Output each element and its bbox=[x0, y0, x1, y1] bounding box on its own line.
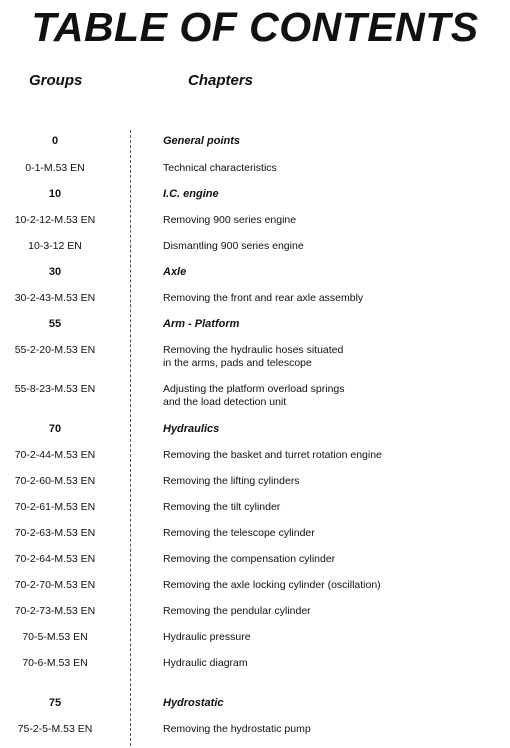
document-code: 55-2-20-M.53 EN bbox=[14, 344, 96, 356]
chapter-title-line: Removing the compensation cylinder bbox=[163, 553, 336, 565]
page-title: TABLE OF CONTENTS bbox=[31, 4, 479, 50]
document-code: 70-2-44-M.53 EN bbox=[14, 449, 96, 461]
chapter-title bbox=[163, 475, 503, 488]
chapter-title bbox=[163, 579, 503, 592]
chapter-title-line: Dismantling 900 series engine bbox=[163, 240, 304, 252]
chapter-title-line: Removing the basket and turret rotation engine bbox=[163, 449, 382, 461]
chapter-title-line: Removing the hydraulic hoses situated bbox=[163, 344, 344, 356]
group-number: 10 bbox=[48, 188, 62, 200]
chapter-title bbox=[163, 344, 503, 370]
chapter-title-line: I.C. engine bbox=[163, 188, 219, 200]
chapter-title-line: and the load detection unit bbox=[163, 396, 287, 408]
chapter-title-line: Hydraulic diagram bbox=[163, 657, 248, 669]
group-number: 55 bbox=[48, 318, 62, 330]
chapter-title-line: in the arms, pads and telescope bbox=[163, 357, 312, 369]
chapter-title-line: Removing the axle locking cylinder (oscillation) bbox=[163, 579, 381, 591]
chapter-title bbox=[163, 527, 503, 540]
groups-column-header: Groups bbox=[29, 72, 83, 89]
chapter-title-line: Removing the telescope cylinder bbox=[163, 527, 315, 539]
document-code: 70-2-63-M.53 EN bbox=[14, 527, 96, 539]
chapter-title bbox=[163, 449, 503, 462]
document-code: 70-2-73-M.53 EN bbox=[14, 605, 96, 617]
document-code: 70-2-60-M.53 EN bbox=[14, 475, 96, 487]
document-code: 70-6-M.53 EN bbox=[22, 657, 88, 669]
group-title bbox=[163, 188, 503, 201]
chapter-title bbox=[163, 605, 503, 618]
chapter-title-line: Adjusting the platform overload springs bbox=[163, 383, 345, 395]
chapter-title bbox=[163, 501, 503, 514]
chapter-title-line: Removing the lifting cylinders bbox=[163, 475, 300, 487]
document-code: 75-2-5-M.53 EN bbox=[17, 723, 93, 735]
chapter-title-line: Removing the hydrostatic pump bbox=[163, 723, 311, 735]
chapter-title-line: General points bbox=[163, 135, 241, 147]
chapter-title-line: Removing the pendular cylinder bbox=[163, 605, 311, 617]
document-code: 70-2-70-M.53 EN bbox=[14, 579, 96, 591]
document-code: 70-2-64-M.53 EN bbox=[14, 553, 96, 565]
group-title bbox=[163, 318, 503, 331]
document-code: 70-5-M.53 EN bbox=[22, 631, 88, 643]
chapter-title-line: Removing 900 series engine bbox=[163, 214, 297, 226]
document-code: 10-3-12 EN bbox=[28, 240, 82, 252]
group-number: 30 bbox=[48, 266, 62, 278]
document-code: 0-1-M.53 EN bbox=[25, 162, 85, 174]
chapter-title-line: Arm - Platform bbox=[163, 318, 240, 330]
document-code: 30-2-43-M.53 EN bbox=[14, 292, 96, 304]
chapter-title-line: Axle bbox=[163, 266, 187, 278]
document-code: 70-2-61-M.53 EN bbox=[14, 501, 96, 513]
group-number: 75 bbox=[48, 697, 62, 709]
chapter-title bbox=[163, 657, 503, 670]
chapters-column-header: Chapters bbox=[188, 72, 254, 89]
chapter-title bbox=[163, 162, 503, 175]
group-title bbox=[163, 697, 503, 710]
chapter-title bbox=[163, 631, 503, 644]
chapter-title-line: Technical characteristics bbox=[163, 162, 277, 174]
chapter-title bbox=[163, 723, 503, 736]
group-title bbox=[163, 135, 503, 148]
chapter-title-line: Hydrostatic bbox=[163, 697, 224, 709]
document-code: 55-8-23-M.53 EN bbox=[14, 383, 96, 395]
chapter-title-line: Hydraulic pressure bbox=[163, 631, 251, 643]
chapter-title bbox=[163, 383, 503, 409]
group-number: 0 bbox=[51, 135, 59, 147]
group-title bbox=[163, 266, 503, 279]
chapter-title-line: Removing the front and rear axle assembly bbox=[163, 292, 364, 304]
chapter-title bbox=[163, 214, 503, 227]
column-divider bbox=[130, 130, 131, 746]
chapter-title-line: Hydraulics bbox=[163, 423, 220, 435]
chapter-title bbox=[163, 292, 503, 305]
chapter-title-line: Removing the tilt cylinder bbox=[163, 501, 281, 513]
chapter-title bbox=[163, 240, 503, 253]
document-code: 10-2-12-M.53 EN bbox=[14, 214, 96, 226]
chapter-title bbox=[163, 553, 503, 566]
group-title bbox=[163, 423, 503, 436]
group-number: 70 bbox=[48, 423, 62, 435]
